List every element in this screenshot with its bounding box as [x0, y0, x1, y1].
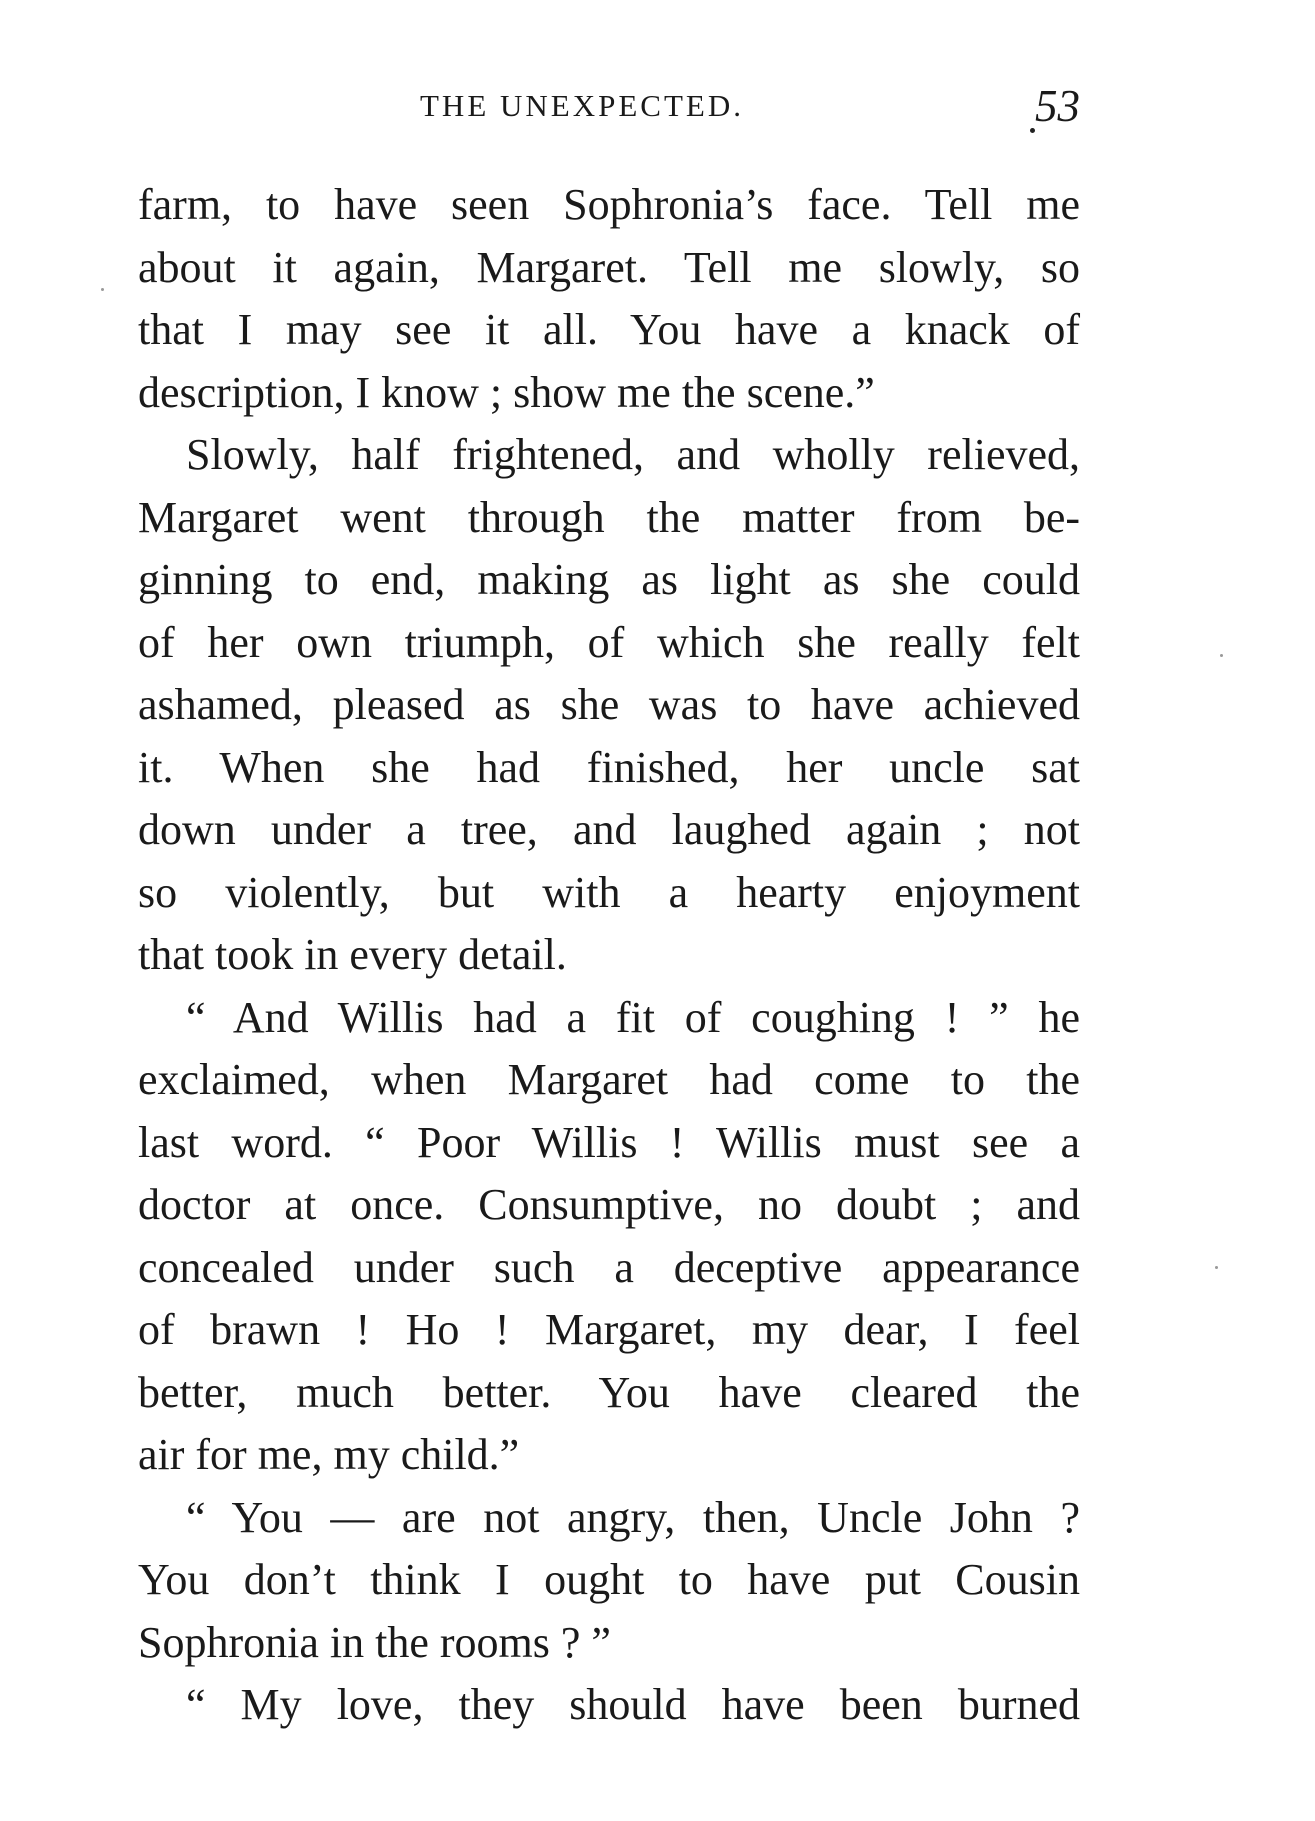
text-line: description, I know ; show me the scene.” — [138, 367, 875, 417]
text-line: that I may see it all. You have a knack of — [138, 305, 1080, 354]
text-line: better, much better. You have cleared the — [138, 1367, 1080, 1417]
paragraph-first-line: Slowly, half frightened, and wholly relieved, — [186, 430, 1080, 479]
text-line: ashamed, pleased as she was to have achieved — [138, 680, 1080, 729]
text-line: doctor at once. Consumptive, no doubt ; and — [138, 1180, 1080, 1229]
paragraph-first-line: “ My love, they should have been burned — [186, 1680, 1080, 1729]
text-line: Sophronia in the rooms ? ” — [138, 1617, 611, 1667]
paper-speck — [1220, 654, 1223, 657]
text-line: of brawn ! Ho ! Margaret, my dear, I feel — [138, 1305, 1080, 1354]
text-line: about it again, Margaret. Tell me slowly, so — [138, 242, 1080, 292]
text-line: that took in every detail. — [138, 930, 567, 979]
running-title: THE UNEXPECTED. — [420, 88, 744, 123]
paper-speck — [1215, 1266, 1218, 1269]
text-line: concealed under such a deceptive appearance — [138, 1242, 1080, 1292]
page-number: 53 — [1035, 81, 1080, 131]
text-line: last word. “ Poor Willis ! Willis must see a — [138, 1117, 1080, 1167]
text-line: farm, to have seen Sophronia’s face. Tell me — [138, 180, 1080, 229]
text-line: it. When she had finished, her uncle sat — [138, 742, 1080, 792]
body-text — [138, 174, 1080, 1737]
text-line: You don’t think I ought to have put Cousin — [138, 1555, 1080, 1604]
page-number-dot — [1030, 128, 1035, 133]
text-line: Margaret went through the matter from be- — [138, 492, 1080, 542]
running-head — [138, 82, 1080, 142]
text-line: of her own triumph, of which she really felt — [138, 617, 1080, 667]
paper-speck — [101, 288, 104, 291]
text-line: down under a tree, and laughed again ; not — [138, 805, 1080, 854]
text-line: so violently, but with a hearty enjoyment — [138, 867, 1080, 917]
text-line: air for me, my child.” — [138, 1430, 520, 1479]
text-line: ginning to end, making as light as she could — [138, 555, 1080, 604]
paragraph-first-line: “ You — are not angry, then, Uncle John ? — [186, 1492, 1080, 1542]
paragraph-first-line: “ And Willis had a fit of coughing ! ” he — [186, 992, 1080, 1042]
text-line: exclaimed, when Margaret had come to the — [138, 1055, 1080, 1104]
